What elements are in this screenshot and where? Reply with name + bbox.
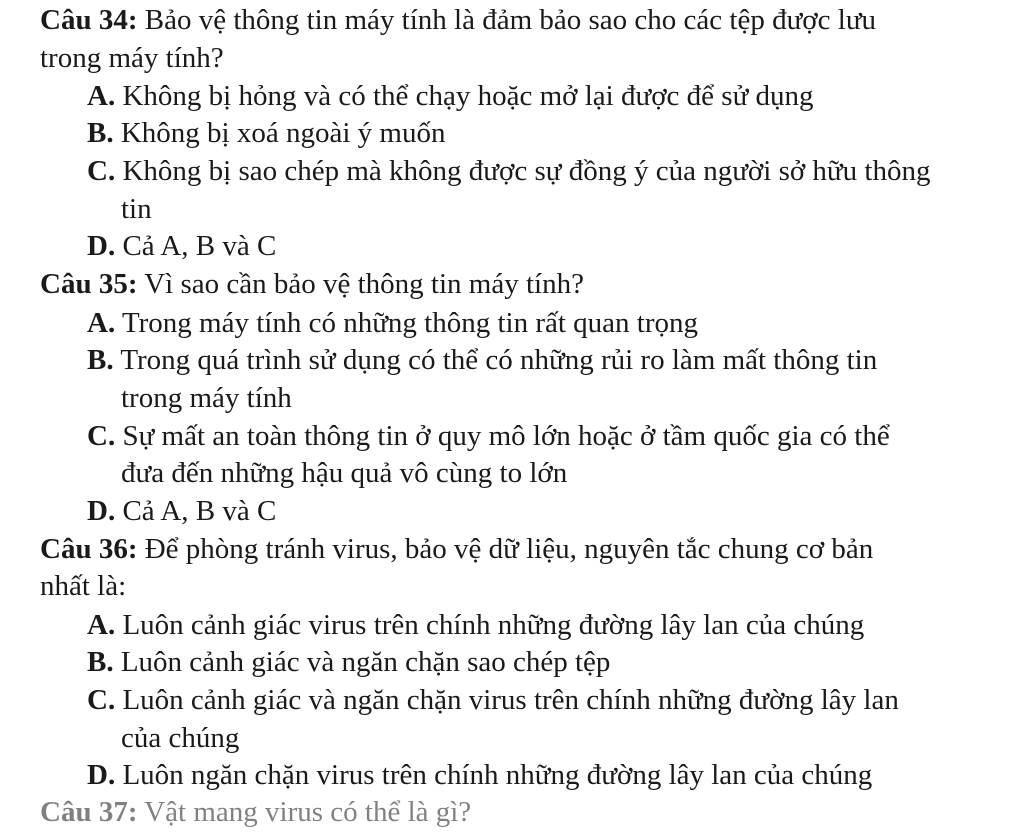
- option-label: B.: [87, 646, 114, 678]
- question-number: Câu 35:: [40, 268, 138, 300]
- option-35-d: [87, 493, 276, 531]
- option-35-a: [87, 305, 698, 343]
- question-text: Vì sao cần bảo vệ thông tin máy tính?: [144, 268, 584, 300]
- option-label: D.: [87, 495, 116, 527]
- option-label: C.: [87, 155, 116, 187]
- option-text: Không bị hỏng và có thể chạy hoặc mở lại được để sử dụng: [122, 80, 814, 112]
- question-number: Câu 37:: [40, 796, 138, 828]
- option-34-c-line2: tin: [121, 193, 152, 225]
- option-34-c: [87, 153, 930, 191]
- option-text: Cả A, B và C: [122, 230, 277, 262]
- option-label: A.: [87, 80, 116, 112]
- option-label: A.: [87, 307, 116, 339]
- option-35-c-line2: đưa đến những hậu quả vô cùng to lớn: [121, 457, 568, 489]
- option-label: C.: [87, 420, 116, 452]
- option-label: D.: [87, 230, 116, 262]
- option-text: Luôn ngăn chặn virus trên chính những đường lây lan của chúng: [122, 759, 873, 791]
- question-36-line2: nhất là:: [40, 570, 127, 602]
- option-35-c: [87, 418, 890, 456]
- option-34-a: [87, 78, 814, 116]
- option-text: Trong máy tính có những thông tin rất quan trọng: [121, 307, 699, 339]
- option-36-b: [87, 644, 610, 682]
- option-text: Không bị sao chép mà không được sự đồng ý của người sở hữu thông: [122, 155, 931, 187]
- question-text: Để phòng tránh virus, bảo vệ dữ liệu, nguyên tắc chung cơ bản: [144, 533, 874, 565]
- option-text: Luôn cảnh giác virus trên chính những đường lây lan của chúng: [122, 609, 865, 641]
- option-text: Luôn cảnh giác và ngăn chặn sao chép tệp: [120, 646, 611, 678]
- question-34-line1: [40, 2, 876, 40]
- option-label: D.: [87, 759, 116, 791]
- question-34-line2: trong máy tính?: [40, 42, 224, 74]
- option-36-c: [87, 682, 899, 720]
- option-text: Sự mất an toàn thông tin ở quy mô lớn hoặc ở tầm quốc gia có thể: [122, 420, 890, 452]
- option-36-d: [87, 757, 872, 795]
- option-36-c-line2: của chúng: [121, 722, 240, 754]
- option-label: C.: [87, 684, 116, 716]
- option-35-b-line2: trong máy tính: [121, 382, 292, 414]
- question-35-line1: [40, 266, 584, 304]
- question-text: Vật mang virus có thể là gì?: [144, 796, 472, 828]
- option-text: Cả A, B và C: [122, 495, 277, 527]
- option-35-b: [87, 342, 877, 380]
- option-text: Không bị xoá ngoài ý muốn: [120, 117, 446, 149]
- question-37-line1: [40, 794, 471, 832]
- option-34-b: [87, 115, 445, 153]
- option-label: A.: [87, 609, 116, 641]
- option-34-d: [87, 228, 276, 266]
- option-36-a: [87, 607, 864, 645]
- question-36-line1: [40, 531, 873, 569]
- option-label: B.: [87, 117, 114, 149]
- question-number: Câu 36:: [40, 533, 138, 565]
- option-text: Luôn cảnh giác và ngăn chặn virus trên chính những đường lây lan: [122, 684, 899, 716]
- question-text: Bảo vệ thông tin máy tính là đảm bảo sao cho các tệp được lưu: [144, 4, 877, 36]
- option-text: Trong quá trình sử dụng có thể có những rủi ro làm mất thông tin: [120, 344, 878, 376]
- option-label: B.: [87, 344, 114, 376]
- question-number: Câu 34:: [40, 4, 138, 36]
